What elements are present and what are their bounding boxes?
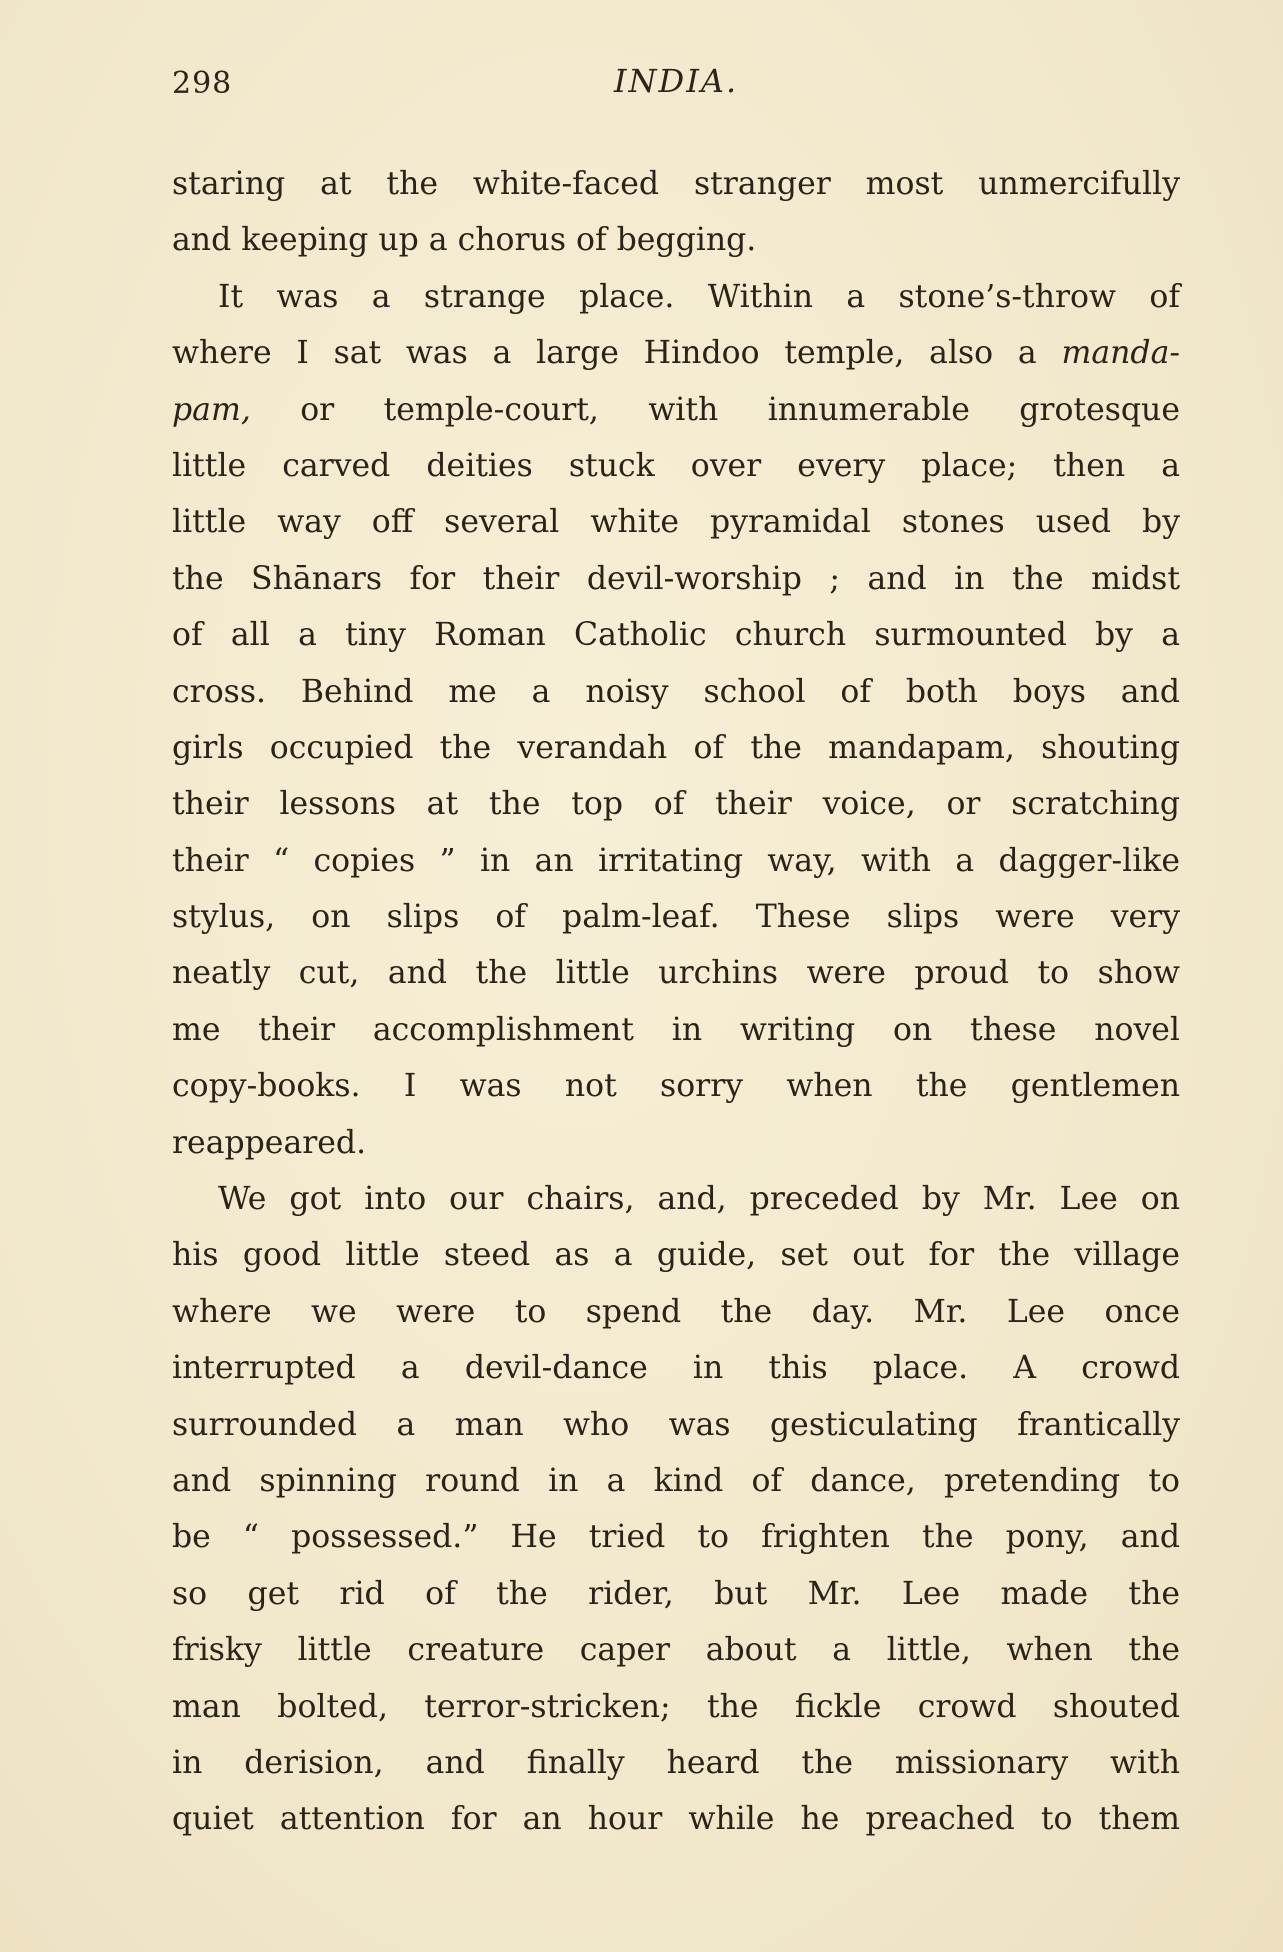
text-line: man bolted, terror-stricken; the fickle crowd shouted [172, 1688, 1180, 1725]
text-line: stylus, on slips of palm-leaf. These slips were very [172, 899, 1180, 936]
text-line: It was a strange place. Within a stone’s-throw of [218, 278, 1180, 315]
text-line: neatly cut, and the little urchins were proud to show [172, 955, 1180, 992]
italic-word: pam, [172, 391, 251, 428]
text-line: cross. Behind me a noisy school of both boys and [172, 673, 1180, 710]
text-line: little way off several white pyramidal stones used by [172, 504, 1180, 541]
text-line: so get rid of the rider, but Mr. Lee made the [172, 1575, 1180, 1612]
text-line: quiet attention for an hour while he preached to them [172, 1801, 1180, 1838]
page-header [172, 62, 1180, 112]
text-line: and spinning round in a kind of dance, pretending to [172, 1462, 1180, 1499]
text-line: interrupted a devil-dance in this place. A crowd [172, 1350, 1180, 1387]
italic-word: manda- [1061, 335, 1180, 372]
text-line: We got into our chairs, and, preceded by Mr. Lee on [218, 1181, 1180, 1218]
text-line: me their accomplishment in writing on these novel [172, 1011, 1180, 1048]
text-line: in derision, and finally heard the missionary with [172, 1744, 1180, 1781]
text-line: of all a tiny Roman Catholic church surmounted by a [172, 617, 1180, 654]
text-line: reappeared. [172, 1124, 367, 1161]
text-line-prefix: where I sat was a large Hindoo temple, also a [172, 335, 1062, 372]
text-line: the Shānars for their devil-worship ; and in the midst [172, 560, 1180, 597]
text-line: surrounded a man who was gesticulating frantically [172, 1406, 1180, 1443]
text-line: and keeping up a chorus of begging. [172, 222, 757, 259]
text-line: be “ possessed.” He tried to frighten the pony, and [172, 1519, 1180, 1556]
text-line: their “ copies ” in an irritating way, with a dagger-like [172, 842, 1180, 879]
text-line: their lessons at the top of their voice, or scratching [172, 786, 1180, 823]
text-line: staring at the white-faced stranger most unmercifully [172, 166, 1180, 202]
text-line: his good little steed as a guide, set out for the village [172, 1237, 1180, 1274]
text-line: little carved deities stuck over every place; then a [172, 447, 1180, 484]
text-line-suffix: or temple-court, with innumerable grotesque [250, 391, 1180, 428]
text-line: frisky little creature caper about a little, when the [172, 1632, 1180, 1669]
text-line: copy-books. I was not sorry when the gentlemen [172, 1068, 1180, 1105]
text-line: where we were to spend the day. Mr. Lee once [172, 1293, 1180, 1330]
text-line: girls occupied the verandah of the mandapam, shouting [172, 729, 1180, 766]
text-line-with-italic [172, 325, 1180, 381]
text-line-with-italic [172, 382, 1180, 438]
body-text [172, 156, 1180, 1848]
running-head: INDIA. [613, 62, 739, 100]
page-number: 298 [172, 66, 233, 101]
